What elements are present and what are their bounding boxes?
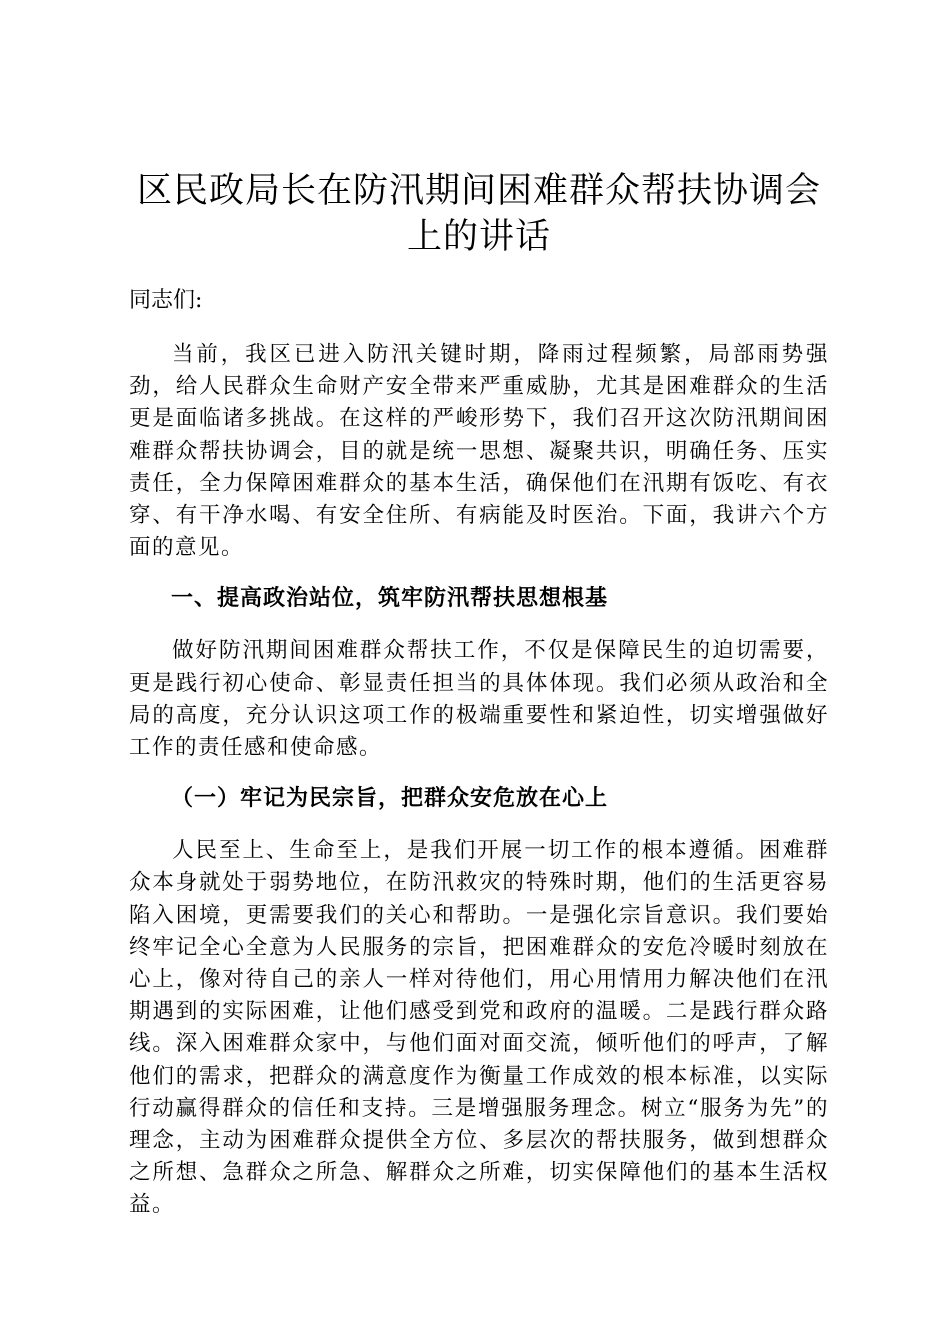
- subsection-1-paragraph: 人民至上、生命至上，是我们开展一切工作的根本遵循。困难群众本身就处于弱势地位，在防汛救灾的特殊时期，他们的生活更容易陷入困境，更需要我们的关心和帮助。一是强化宗旨意识。我们要始终牢记全心全意为人民服务的宗旨，把困难群众的安危冷暖时刻放在心上，像对待自己的亲人一样对待他们，用心用情用力解决他们在汛期遇到的实际困难，让他们感受到党和政府的温暖。二是践行群众路线。深入困难群众家中，与他们面对面交流，倾听他们的呼声，了解他们的需求，把群众的满意度作为衡量工作成效的根本标准，以实际行动赢得群众的信任和支持。三是增强服务理念。树立“服务为先”的理念，主动为困难群众提供全方位、多层次的帮扶服务，做到想群众之所想、急群众之所急、解群众之所难，切实保障他们的基本生活权益。: [129, 838, 829, 1218]
- salutation: 同志们:: [129, 288, 203, 313]
- document-content: [129, 168, 829, 1240]
- section-heading-1: 一、提高政治站位，筑牢防汛帮扶思想根基: [171, 585, 609, 612]
- document-title: 区民政局长在防汛期间困难群众帮扶协调会上的讲话: [136, 171, 821, 257]
- subsection-heading-1: （一）牢记为民宗旨，把群众安危放在心上: [171, 785, 609, 812]
- section-1-paragraph: 做好防汛期间困难群众帮扶工作，不仅是保障民生的迫切需要，更是践行初心使命、彰显责任担当的具体体现。我们必须从政治和全局的高度，充分认识这项工作的极端重要性和紧迫性，切实增强做好工作的责任感和使命感。: [129, 638, 829, 761]
- intro-paragraph: 当前，我区已进入防汛关键时期，降雨过程频繁，局部雨势强劲，给人民群众生命财产安全带来严重威胁，尤其是困难群众的生活更是面临诸多挑战。在这样的严峻形势下，我们召开这次防汛期间困难群众帮扶协调会，目的就是统一思想、凝聚共识，明确任务、压实责任，全力保障困难群众的基本生活，确保他们在汛期有饭吃、有衣穿、有干净水喝、有安全住所、有病能及时医治。下面，我讲六个方面的意见。: [129, 342, 829, 561]
